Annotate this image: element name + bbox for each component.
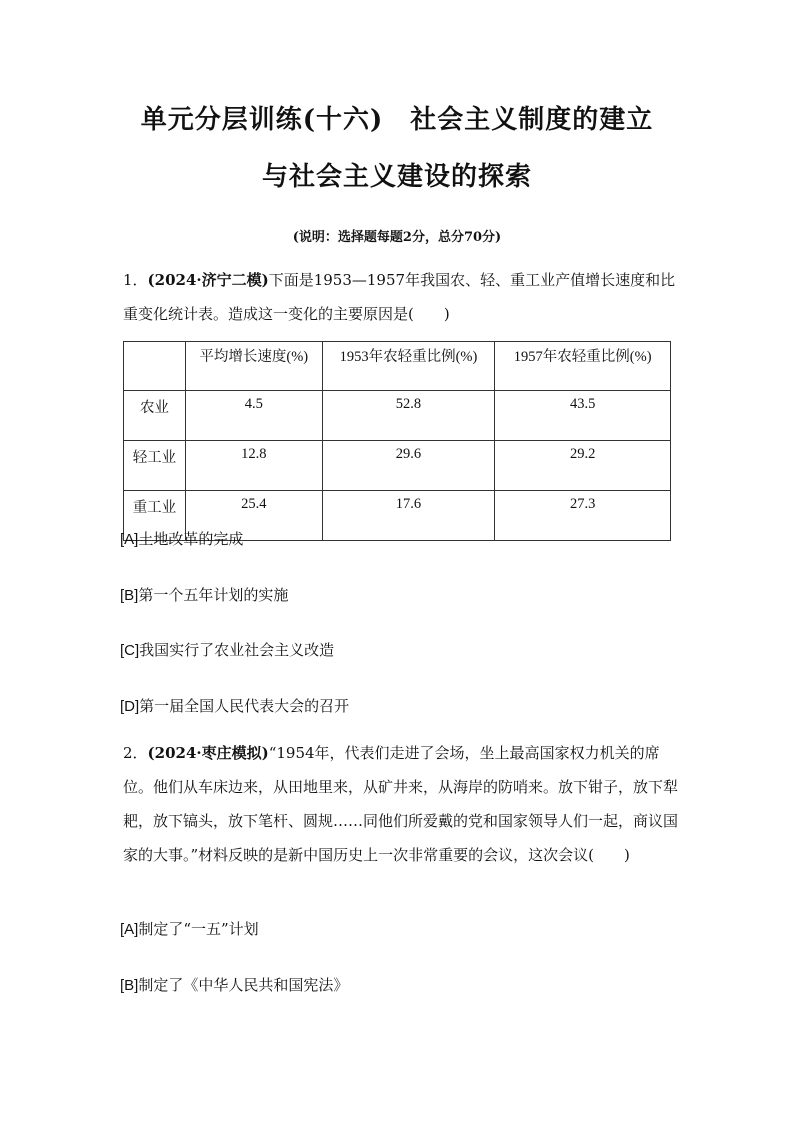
table-cell: 4.5 (185, 391, 322, 441)
question-2-stem (123, 736, 683, 872)
table-header-cell: 平均增长速度(%) (185, 342, 322, 391)
table-cell: 27.3 (495, 491, 671, 541)
table-cell: 17.6 (322, 491, 495, 541)
production-statistics-table (123, 341, 671, 541)
table-cell: 29.2 (495, 441, 671, 491)
question-1-number: 1． (123, 271, 148, 289)
table-row (124, 441, 671, 491)
table-cell: 43.5 (495, 391, 671, 441)
question-2-text: “1954年，代表们走进了会场，坐上最高国家权力机关的席位。他们从车床边来，从田地里来，从矿井来，从海岸的防哨来。放下钳子，放下犁耙，放下镐头，放下笔杆、圆规……同他们所爱戴的党和国家领导人们一起，商议国家的大事。”材料反映的是新中国历史上一次非常重要的会议，这次会议( ) (123, 744, 679, 864)
question-2-option-b[interactable]: [B]制定了《中华人民共和国宪法》 (120, 976, 349, 994)
table-cell: 52.8 (322, 391, 495, 441)
question-1-source: (2024·济宁二模) (147, 271, 269, 289)
question-1-text: 下面是1953—1957年我国农、轻、重工业产值增长速度和比重变化统计表。造成这一变化的主要原因是( ) (123, 271, 676, 323)
table-header-cell: 1953年农轻重比例(%) (322, 342, 495, 391)
question-2-number: 2． (123, 744, 148, 762)
question-2-source: (2024·枣庄模拟) (147, 744, 269, 762)
scoring-note: (说明：选择题每题2分，总分70分) (292, 230, 502, 245)
table-header-cell: 1957年农轻重比例(%) (495, 342, 671, 391)
table-header-cell (124, 342, 186, 391)
table-cell: 29.6 (322, 441, 495, 491)
question-1-stem (123, 263, 683, 331)
question-2-option-a[interactable]: [A]制定了“一五”计划 (120, 920, 259, 938)
table-row (124, 391, 671, 441)
question-1-option-a[interactable]: [A]土地改革的完成 (120, 530, 244, 548)
table-cell: 25.4 (185, 491, 322, 541)
page-title-line-2: 与社会主义建设的探索 (261, 162, 532, 192)
question-1-option-c[interactable]: [C]我国实行了农业社会主义改造 (120, 641, 335, 659)
table-cell: 轻工业 (124, 441, 186, 491)
page-title-line-1: 单元分层训练(十六) 社会主义制度的建立 (140, 105, 654, 135)
table-cell: 重工业 (124, 491, 186, 541)
question-1-option-b[interactable]: [B]第一个五年计划的实施 (120, 586, 289, 604)
table-cell: 12.8 (185, 441, 322, 491)
question-1-option-d[interactable]: [D]第一届全国人民代表大会的召开 (120, 697, 350, 715)
table-header-row (124, 342, 671, 391)
table-cell: 农业 (124, 391, 186, 441)
